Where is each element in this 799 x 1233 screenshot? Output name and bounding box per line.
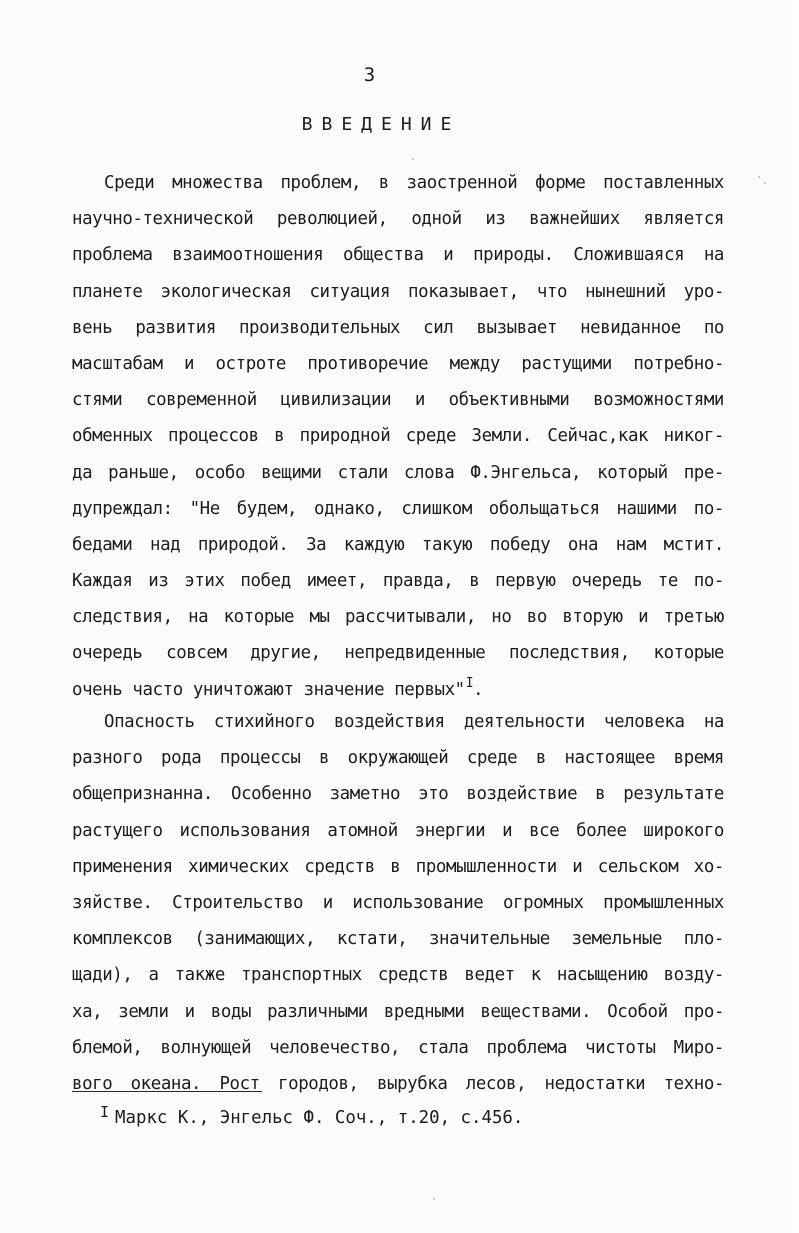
scan-speck — [758, 176, 760, 178]
scan-speck — [764, 182, 766, 184]
text-line: вень развития производительных сил вызывает невиданное по — [72, 317, 724, 338]
text-line: блемой, волнующей человечество, стала проблема чистоты Миро- — [72, 1037, 724, 1058]
text-line: щади), а также транспортных средств ведет к насыщению возду- — [72, 965, 724, 986]
text-line-last — [72, 672, 724, 708]
text-line: разного рода процессы в окружающей среде в настоящее время — [72, 748, 724, 769]
text-line: дупреждал: "Не будем, однако, слишком обольщаться нашими по- — [72, 498, 724, 519]
text-line: проблема взаимоотношения общества и природы. Сложившаяся на — [72, 245, 724, 266]
text-line: зяйстве. Строительство и использование огромных промышленных — [72, 892, 724, 913]
text-line: очередь совсем другие, непредвиденные последствия, которые — [72, 643, 724, 664]
text-line: ха, земли и воды различными вредными веществами. Особой про- — [72, 1001, 724, 1022]
footnote — [100, 1103, 524, 1128]
text-line: Каждая из этих побед имеет, правда, в первую очередь те по- — [72, 571, 724, 592]
text-line: применения химических средств в промышленности и сельском хо- — [72, 856, 724, 877]
text-line: вого океана. Рост городов, вырубка лесов, недостатки техно- — [72, 1073, 724, 1094]
text-line: Среди множества проблем, в заостренной форме поставленных — [104, 173, 724, 193]
text-line: следствия, на которые мы рассчитывали, но во вторую и третью — [72, 607, 724, 628]
text-line: обменных процессов в природной среде Земли. Сейчас,как никог- — [72, 426, 724, 447]
text-line: планете экологическая ситуация показывает, что нынешний уро- — [72, 281, 724, 302]
footnote-reference: I — [465, 675, 474, 691]
footnote-number: I — [100, 1103, 110, 1121]
scan-edge — [793, 0, 799, 1233]
scan-speck — [412, 158, 414, 160]
text-line: стями современной цивилизации и объективными возможностями — [72, 390, 724, 411]
footnote-text: Маркс К., Энгельс Ф. Соч., т.20, с.456. — [115, 1108, 524, 1128]
paragraph-1 — [72, 165, 724, 708]
text-line: да раньше, особо вещими стали слова Ф.Энгельса, который пре- — [72, 462, 724, 483]
text-line: научно-технической революцией, одной из важнейших является — [72, 209, 724, 230]
text-line: комплексов (занимающих, кстати, значительные земельные пло- — [72, 929, 724, 950]
text-line: растущего использования атомной энергии и все более широкого — [72, 820, 724, 841]
text-line: бедами над природой. За каждую такую победу она нам мстит. — [72, 534, 724, 555]
text-line: Опасность стихийного воздействия деятельности человека на — [104, 712, 724, 732]
text-line: общепризнанна. Особенно заметно это воздействие в результате — [72, 784, 724, 805]
sentence-period: . — [473, 679, 484, 700]
page-number: 3 — [363, 64, 377, 86]
scan-speck — [433, 1198, 435, 1200]
text-line-content: очень часто уничтожают значение первых" — [72, 679, 465, 700]
paragraph-2 — [72, 704, 724, 1102]
text-line: масштабам и остроте противоречие между растущими потребно- — [72, 353, 724, 374]
section-heading: ВВЕДЕНИЕ — [301, 114, 461, 135]
footnote-separator — [72, 1091, 262, 1092]
